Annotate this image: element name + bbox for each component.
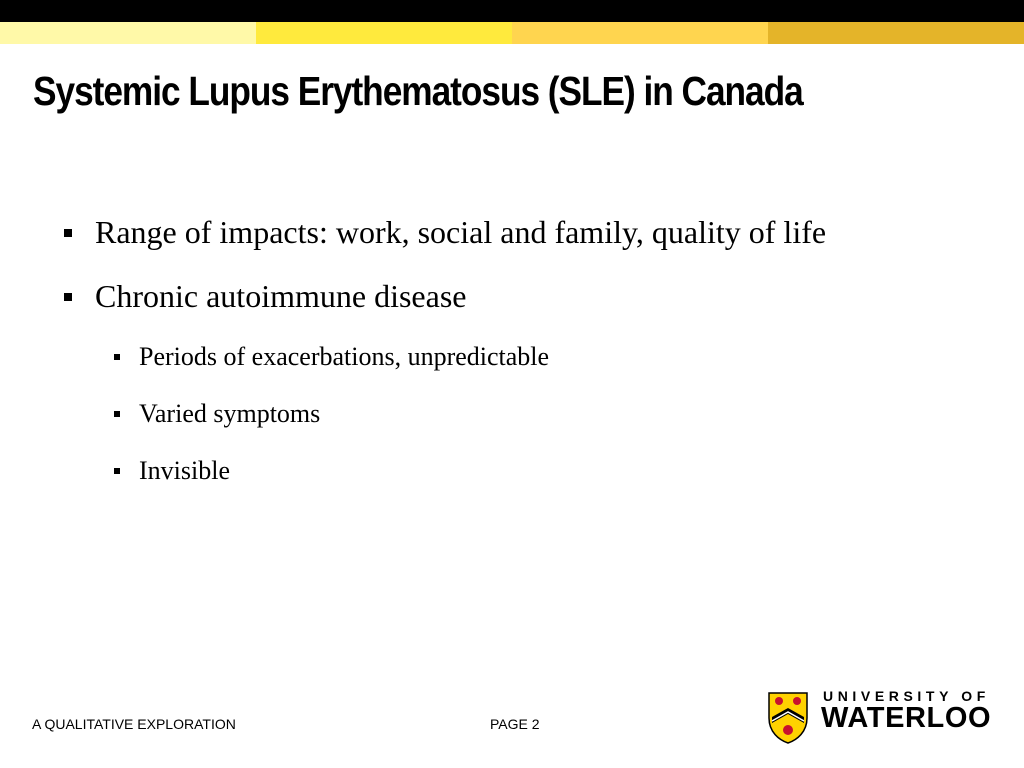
header-stripe-2 [256, 22, 512, 44]
bullet-square-icon [64, 293, 72, 301]
bullet-square-icon [114, 354, 120, 360]
sub-bullet-item [114, 456, 230, 486]
sub-bullet-item [114, 342, 549, 372]
bullet-text: Varied symptoms [139, 399, 321, 428]
logo-waterloo-text: WATERLOO [821, 702, 992, 734]
bullet-item [64, 278, 466, 315]
crest-icon [768, 692, 808, 744]
header-bar [0, 0, 1024, 22]
sub-bullet-item [114, 399, 320, 429]
footer-presentation-title: A QUALITATIVE EXPLORATION [32, 716, 236, 732]
header-stripe-3 [512, 22, 768, 44]
bullet-square-icon [114, 468, 120, 474]
bullet-square-icon [64, 229, 72, 237]
bullet-item [64, 214, 826, 251]
footer-page-number: PAGE 2 [490, 716, 540, 732]
university-logo [768, 688, 998, 748]
bullet-text: Range of impacts: work, social and family, quality of life [95, 214, 827, 250]
slide-title: Systemic Lupus Erythematosus (SLE) in Canada [33, 68, 803, 114]
header-stripe-1 [0, 22, 256, 44]
logo-university-text: UNIVERSITY OF [823, 688, 990, 704]
bullet-text: Periods of exacerbations, unpredictable [139, 342, 550, 371]
bullet-text: Chronic autoimmune disease [95, 278, 467, 314]
header-stripe-4 [768, 22, 1024, 44]
bullet-square-icon [114, 411, 120, 417]
bullet-text: Invisible [139, 456, 230, 485]
